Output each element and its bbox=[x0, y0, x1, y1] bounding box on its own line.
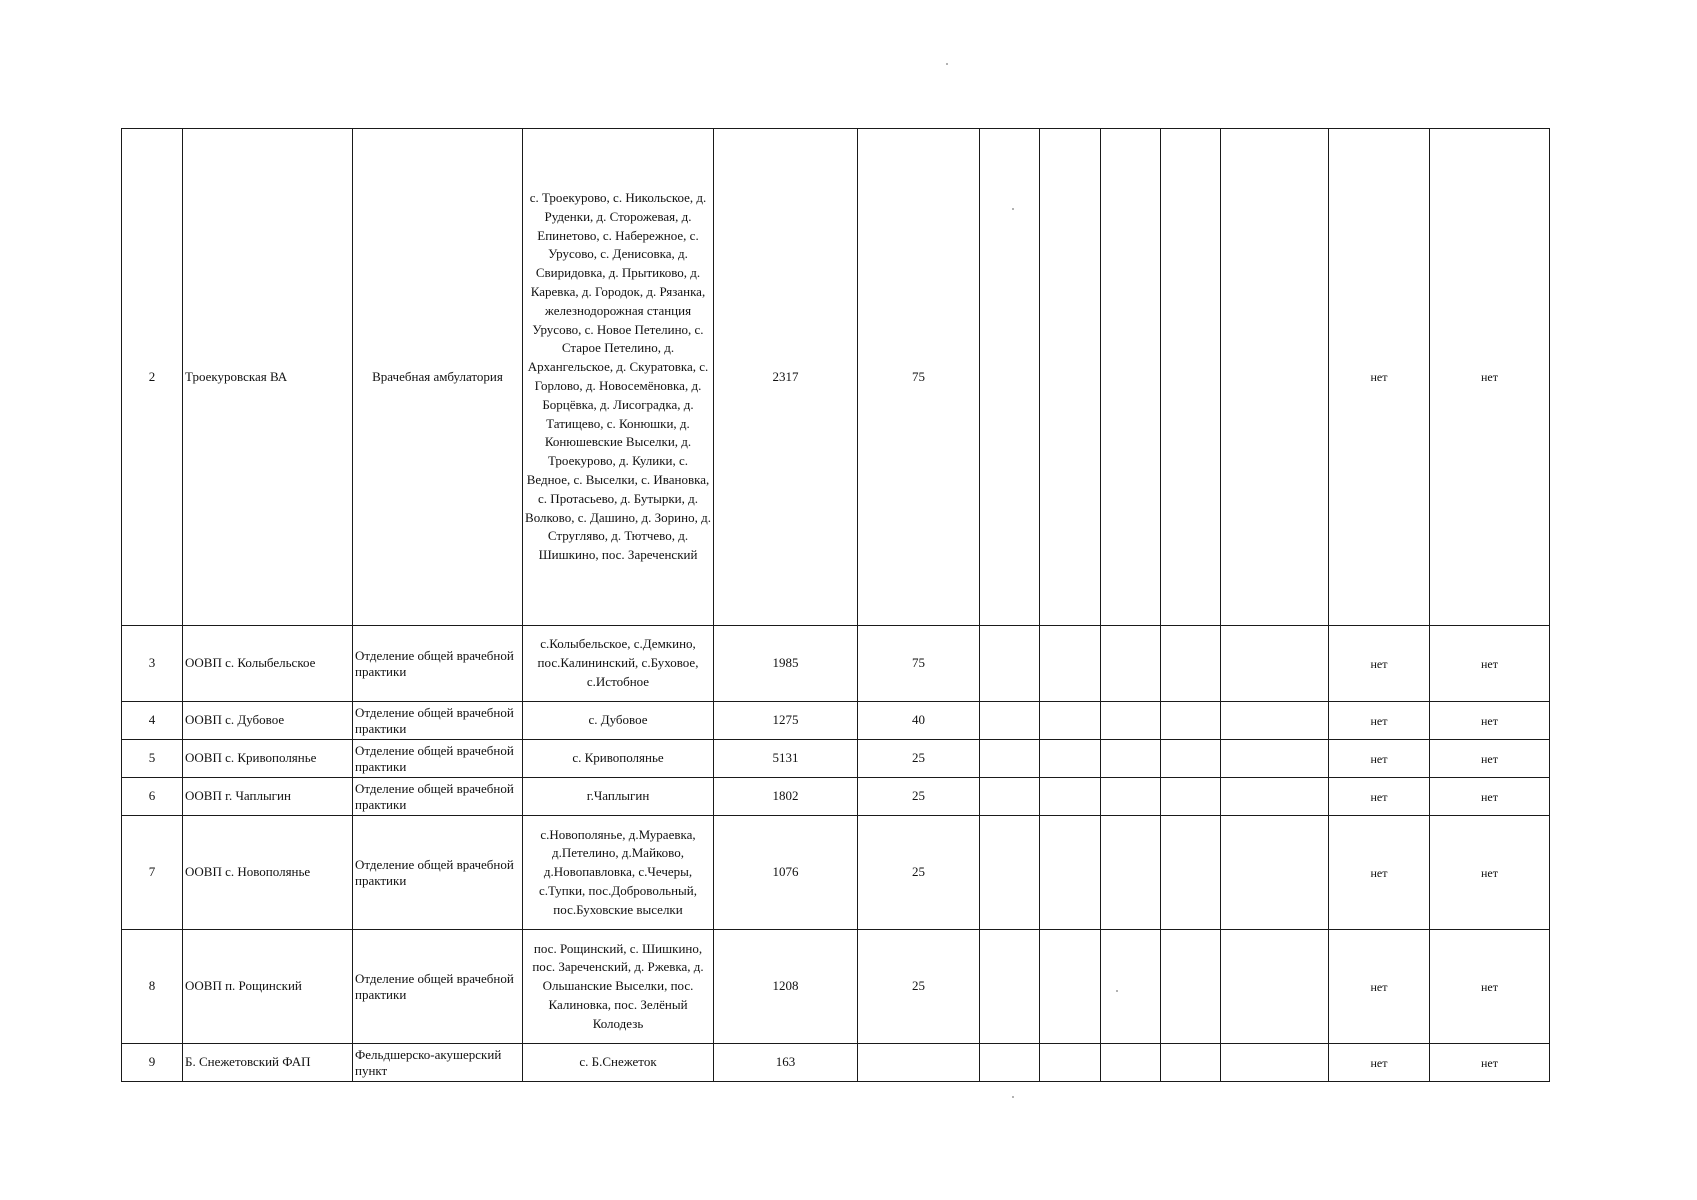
availability-value-a: нет bbox=[1329, 702, 1430, 740]
empty-cell bbox=[1221, 129, 1329, 626]
service-area: с. Троекурово, с. Никольское, д. Руденки, д. Сторожевая, д. Епинетово, с. Набережное, с. Урусово, с. Денисовка, д. Свиридовка, д. Прытиково, д. Каревка, д. Городок, д. Рязанка, железнодорожная станция Урусово, с. Новое Петелино, с. Старое Петелино, д. Архангельское, д. Скуратовка, с. Горлово, д. Новосемёновка, д. Борцёвка, д. Лисоградка, д. Татищево, с. Конюшки, д. Конюшевские Выселки, д. Троекурово, д. Кулики, с. Ведное, с. Выселки, с. Ивановка, с. Протасьево, д. Бутырки, д. Волково, с. Дашино, д. Зорино, д. Стругляво, д. Тютчево, д. Шишкино, пос. Зареченский bbox=[523, 129, 714, 626]
facility-name: Троекуровская ВА bbox=[183, 129, 353, 626]
table-row bbox=[122, 740, 1550, 778]
availability-value-b: нет bbox=[1430, 740, 1550, 778]
service-area: с.Новополянье, д.Мураевка, д.Петелино, д.Майково, д.Новопавловка, с.Чечеры, с.Тупки, пос.Добровольный, пос.Буховские выселки bbox=[523, 816, 714, 930]
scan-speck bbox=[946, 63, 948, 65]
capacity-value: 25 bbox=[858, 740, 980, 778]
empty-cell bbox=[1221, 816, 1329, 930]
facility-type: Врачебная амбулатория bbox=[353, 129, 523, 626]
scan-speck bbox=[1012, 208, 1014, 210]
capacity-value: 75 bbox=[858, 129, 980, 626]
facility-type: Отделение общей врачебной практики bbox=[353, 740, 523, 778]
empty-cell bbox=[1221, 626, 1329, 702]
empty-cell bbox=[980, 626, 1040, 702]
scan-speck bbox=[1116, 990, 1118, 992]
empty-cell bbox=[1161, 930, 1221, 1044]
availability-value-b: нет bbox=[1430, 626, 1550, 702]
availability-value-b: нет bbox=[1430, 930, 1550, 1044]
empty-cell bbox=[1221, 702, 1329, 740]
empty-cell bbox=[1040, 930, 1101, 1044]
empty-cell bbox=[1101, 778, 1161, 816]
population-value: 1275 bbox=[714, 702, 858, 740]
service-area: с. Кривополянье bbox=[523, 740, 714, 778]
empty-cell bbox=[1161, 816, 1221, 930]
empty-cell bbox=[1221, 930, 1329, 1044]
capacity-value: 40 bbox=[858, 702, 980, 740]
row-number: 2 bbox=[122, 129, 183, 626]
empty-cell bbox=[980, 129, 1040, 626]
facility-name: ООВП п. Рощинский bbox=[183, 930, 353, 1044]
population-value: 2317 bbox=[714, 129, 858, 626]
availability-value-a: нет bbox=[1329, 740, 1430, 778]
table-row bbox=[122, 816, 1550, 930]
availability-value-a: нет bbox=[1329, 626, 1430, 702]
empty-cell bbox=[980, 702, 1040, 740]
facility-name: ООВП с. Дубовое bbox=[183, 702, 353, 740]
population-value: 5131 bbox=[714, 740, 858, 778]
scan-speck bbox=[1012, 1096, 1014, 1098]
availability-value-b: нет bbox=[1430, 129, 1550, 626]
empty-cell bbox=[1101, 702, 1161, 740]
table-row bbox=[122, 1044, 1550, 1082]
empty-cell bbox=[1161, 740, 1221, 778]
empty-cell bbox=[1221, 1044, 1329, 1082]
availability-value-a: нет bbox=[1329, 778, 1430, 816]
row-number: 3 bbox=[122, 626, 183, 702]
table-row bbox=[122, 702, 1550, 740]
empty-cell bbox=[1040, 626, 1101, 702]
facility-name: Б. Снежетовский ФАП bbox=[183, 1044, 353, 1082]
availability-value-b: нет bbox=[1430, 816, 1550, 930]
empty-cell bbox=[980, 740, 1040, 778]
availability-value-a: нет bbox=[1329, 930, 1430, 1044]
facility-type: Отделение общей врачебной практики bbox=[353, 626, 523, 702]
empty-cell bbox=[1040, 816, 1101, 930]
row-number: 9 bbox=[122, 1044, 183, 1082]
availability-value-b: нет bbox=[1430, 1044, 1550, 1082]
empty-cell bbox=[1161, 702, 1221, 740]
availability-value-a: нет bbox=[1329, 1044, 1430, 1082]
service-area: с. Б.Снежеток bbox=[523, 1044, 714, 1082]
facility-name: ООВП с. Новополянье bbox=[183, 816, 353, 930]
facility-type: Отделение общей врачебной практики bbox=[353, 702, 523, 740]
facility-type: Отделение общей врачебной практики bbox=[353, 930, 523, 1044]
row-number: 5 bbox=[122, 740, 183, 778]
empty-cell bbox=[980, 816, 1040, 930]
empty-cell bbox=[1040, 778, 1101, 816]
row-number: 8 bbox=[122, 930, 183, 1044]
row-number: 6 bbox=[122, 778, 183, 816]
population-value: 1208 bbox=[714, 930, 858, 1044]
table-row bbox=[122, 129, 1550, 626]
empty-cell bbox=[1161, 129, 1221, 626]
row-number: 4 bbox=[122, 702, 183, 740]
capacity-value: 25 bbox=[858, 816, 980, 930]
empty-cell bbox=[1101, 1044, 1161, 1082]
table-row bbox=[122, 930, 1550, 1044]
empty-cell bbox=[1221, 740, 1329, 778]
capacity-value: 25 bbox=[858, 778, 980, 816]
facility-name: ООВП г. Чаплыгин bbox=[183, 778, 353, 816]
service-area: с.Колыбельское, с.Демкино, пос.Калининский, с.Буховое, с.Истобное bbox=[523, 626, 714, 702]
empty-cell bbox=[980, 1044, 1040, 1082]
population-value: 1802 bbox=[714, 778, 858, 816]
population-value: 163 bbox=[714, 1044, 858, 1082]
row-number: 7 bbox=[122, 816, 183, 930]
empty-cell bbox=[1101, 740, 1161, 778]
population-value: 1076 bbox=[714, 816, 858, 930]
service-area: пос. Рощинский, с. Шишкино, пос. Зареченский, д. Ржевка, д. Ольшанские Выселки, пос. Калиновка, пос. Зелёный Колодезь bbox=[523, 930, 714, 1044]
empty-cell bbox=[980, 930, 1040, 1044]
facility-type: Отделение общей врачебной практики bbox=[353, 778, 523, 816]
availability-value-a: нет bbox=[1329, 816, 1430, 930]
service-area: г.Чаплыгин bbox=[523, 778, 714, 816]
availability-value-a: нет bbox=[1329, 129, 1430, 626]
empty-cell bbox=[1161, 1044, 1221, 1082]
facility-type: Фельдшерско-акушерский пункт bbox=[353, 1044, 523, 1082]
empty-cell bbox=[1040, 129, 1101, 626]
table-row bbox=[122, 626, 1550, 702]
population-value: 1985 bbox=[714, 626, 858, 702]
facility-name: ООВП с. Кривополянье bbox=[183, 740, 353, 778]
empty-cell bbox=[1040, 702, 1101, 740]
facility-type: Отделение общей врачебной практики bbox=[353, 816, 523, 930]
availability-value-b: нет bbox=[1430, 778, 1550, 816]
empty-cell bbox=[980, 778, 1040, 816]
service-area: с. Дубовое bbox=[523, 702, 714, 740]
capacity-value: 75 bbox=[858, 626, 980, 702]
empty-cell bbox=[1040, 1044, 1101, 1082]
facility-table bbox=[121, 128, 1550, 1082]
facility-name: ООВП с. Колыбельское bbox=[183, 626, 353, 702]
capacity-value bbox=[858, 1044, 980, 1082]
empty-cell bbox=[1101, 626, 1161, 702]
empty-cell bbox=[1040, 740, 1101, 778]
empty-cell bbox=[1101, 816, 1161, 930]
empty-cell bbox=[1221, 778, 1329, 816]
empty-cell bbox=[1101, 129, 1161, 626]
capacity-value: 25 bbox=[858, 930, 980, 1044]
empty-cell bbox=[1161, 778, 1221, 816]
empty-cell bbox=[1101, 930, 1161, 1044]
empty-cell bbox=[1161, 626, 1221, 702]
availability-value-b: нет bbox=[1430, 702, 1550, 740]
table-row bbox=[122, 778, 1550, 816]
